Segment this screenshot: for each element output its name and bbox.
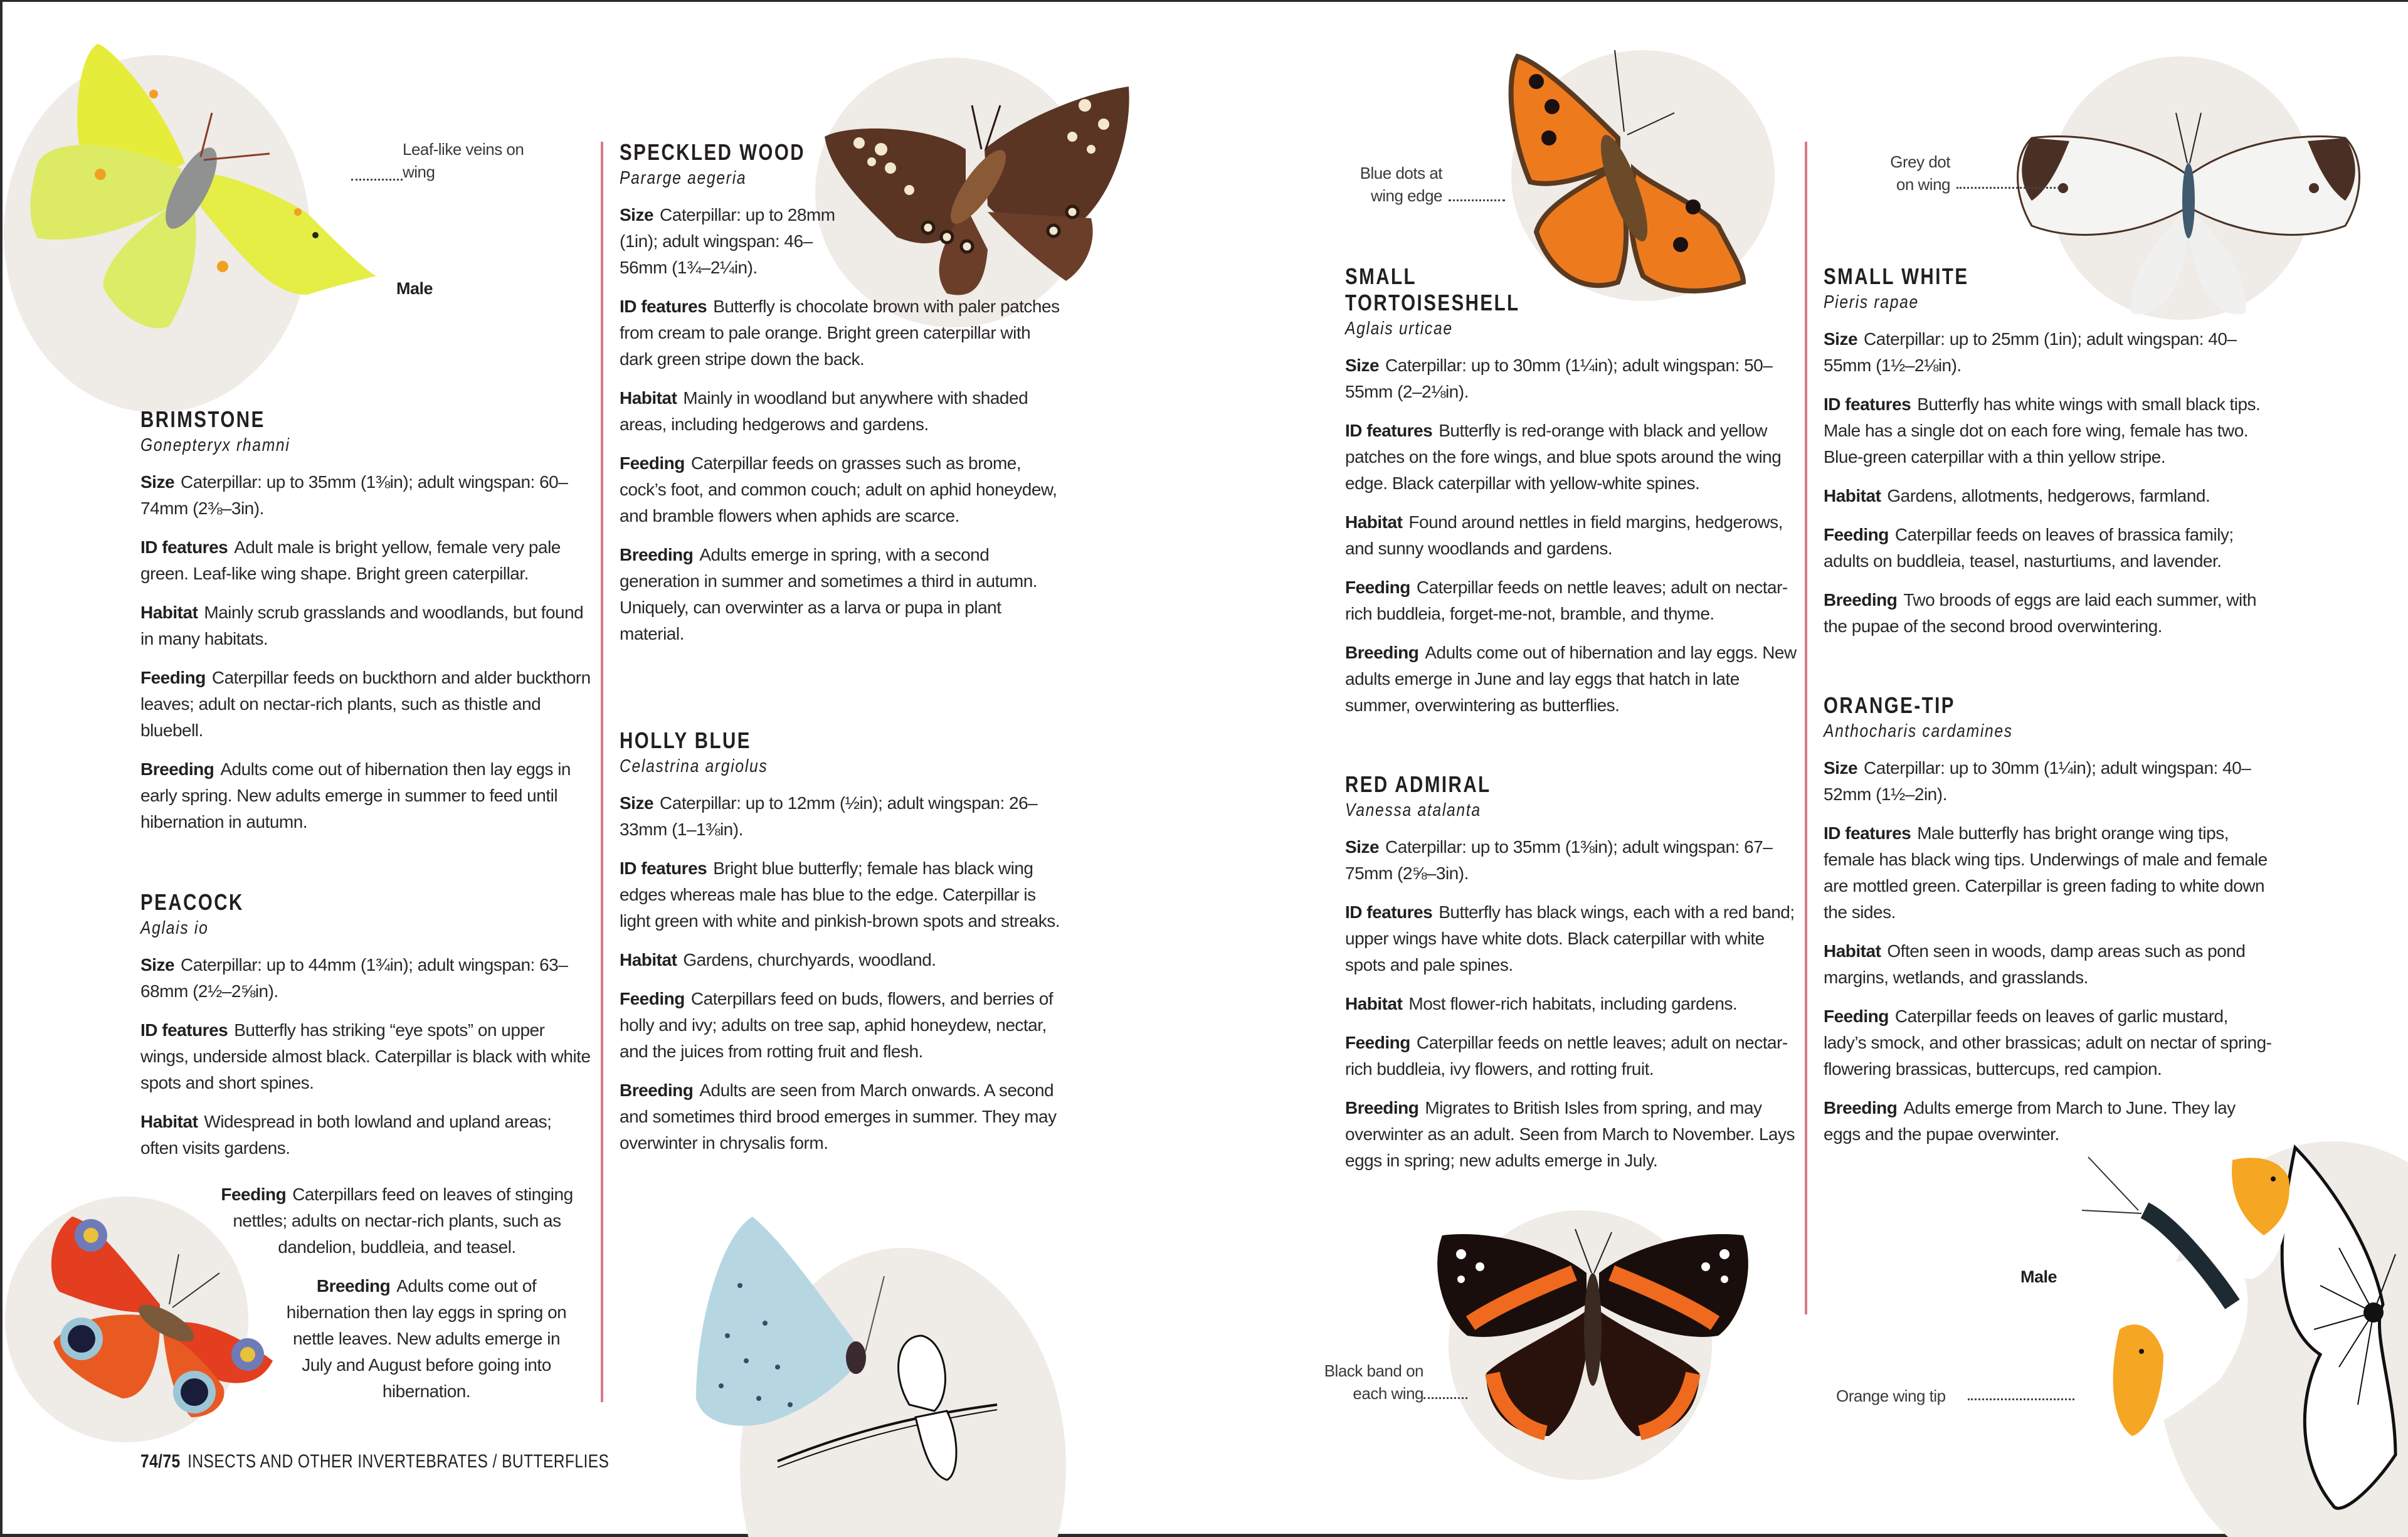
id-features-field: ID features Butterfly has striking “eye spots” on upper wings, underside almost black. Caterpillar is black with white spots and short spines. (140, 1020, 591, 1092)
brimstone-callout-male: Male (396, 279, 433, 298)
id-features-field: ID features Butterfly is chocolate brown with paler patches from cream to pale orange. Bright green caterpillar with dark green stripe down the back. (620, 297, 1060, 369)
species-latin-name: Pieris rapae (1824, 292, 1919, 312)
id-features-field: ID features Adult male is bright yellow, female very pale green. Leaf-like wing shape. Bright green caterpillar. (140, 537, 561, 583)
species-name: SMALL (1345, 263, 1417, 289)
species-name: SPECKLED WOOD (620, 139, 806, 165)
size-field: Size Caterpillar: up to 35mm (1⅜in); adult wingspan: 60–74mm (2⅜–3in). (140, 472, 568, 518)
size-field: Size Caterpillar: up to 30mm (1¼in); adult wingspan: 50–55mm (2–2⅛in). (1345, 356, 1773, 401)
feeding-field: Feeding Caterpillar feeds on nettle leaves; adult on nectar-rich buddleia, forget-me-not, bramble, and thyme. (1345, 578, 1788, 623)
entry-speckled-wood (620, 139, 1065, 660)
habitat-field: Habitat Widespread in both lowland and upland areas; often visits gardens. (140, 1112, 552, 1158)
orange-tip-callout-male: Male (2020, 1267, 2057, 1286)
species-latin-name: Anthocharis cardamines (1824, 721, 2013, 741)
entry-small-tortoiseshell (1345, 263, 1797, 731)
id-features-field: ID features Bright blue butterfly; female has black wing edges whereas male has blue to the edge. Caterpillar is light green with white and pinkish-brown spots and streaks. (620, 858, 1060, 931)
callout-leader-line (1449, 199, 1505, 201)
red-admiral-butterfly-image (1417, 1210, 1768, 1449)
page-edge-left (0, 0, 3, 1537)
feeding-field: Feeding Caterpillars feed on leaves of stinging nettles; adults on nectar-rich plants, such as dandelion, buddleia, and teasel. (221, 1185, 573, 1257)
species-name: ORANGE-TIP (1824, 692, 1955, 718)
species-name: HOLLY BLUE (620, 727, 751, 753)
species-latin-name: Aglais io (140, 918, 209, 938)
size-field: Size Caterpillar: up to 35mm (1⅜in); adult wingspan: 67–75mm (2⅝–3in). (1345, 837, 1773, 883)
size-field: Size Caterpillar: up to 12mm (½in); adult wingspan: 26–33mm (1–1⅜in). (620, 793, 1038, 839)
entry-peacock-continued (212, 1181, 582, 1273)
breeding-field: Breeding Adults come out of hibernation and lay eggs. New adults emerge in June and lay eggs that hatch in late summer, overwintering as butterflies. (1345, 643, 1797, 715)
breeding-field: Breeding Two broods of eggs are laid each summer, with the pupae of the second brood overwintering. (1824, 590, 2257, 636)
species-name: RED ADMIRAL (1345, 771, 1491, 797)
entry-orange-tip (1824, 692, 2275, 1160)
id-features-field: ID features Butterfly is red-orange with black and yellow patches on the fore wings, and blue spots around the wing edge. Black caterpillar with yellow-white spines. (1345, 421, 1782, 493)
species-latin-name: Celastrina argiolus (620, 756, 768, 776)
small-tortoiseshell-callout: Blue dots at wing edge (1360, 164, 1442, 205)
page-edge-bottom (0, 1534, 2408, 1537)
entry-peacock-breeding (276, 1273, 577, 1417)
species-latin-name: Pararge aegeria (620, 168, 747, 188)
feeding-field: Feeding Caterpillar feeds on leaves of garlic mustard, lady’s smock, and other brassicas; adult on nectar of spring-flowering brassicas, buttercups, red campion. (1824, 1006, 2272, 1079)
entry-peacock (140, 889, 592, 1174)
entry-brimstone (140, 406, 592, 848)
entry-holly-blue (620, 727, 1065, 1169)
feeding-field: Feeding Caterpillars feed on buds, flowers, and berries of holly and ivy; adults on tree sap, aphid honeydew, nectar, and the juices from rotting fruit and flesh. (620, 989, 1054, 1061)
species-name: BRIMSTONE (140, 406, 265, 432)
id-features-field: ID features Butterfly has black wings, each with a red band; upper wings have white dots. Black caterpillar with white spots and pale spines. (1345, 902, 1795, 974)
orange-tip-callout-wing-tip: Orange wing tip (1836, 1386, 1946, 1405)
size-field: Size Caterpillar: up to 28mm (1in); adult wingspan: 46–56mm (1¾–2¼in). (620, 205, 835, 277)
page-footer (140, 1451, 609, 1472)
feeding-field: Feeding Caterpillar feeds on grasses such as brome, cock’s foot, and common couch; adult on aphid honeydew, and bramble flowers when aphids are scarce. (620, 453, 1057, 526)
species-name-line2: TORTOISESHELL (1345, 290, 1520, 315)
entry-small-white (1824, 263, 2275, 652)
id-features-field: ID features Butterfly has white wings with small black tips. Male has a single dot on each fore wing, female has two. Blue-green caterpillar with a thin yellow stripe. (1824, 394, 2261, 467)
callout-leader-line (1956, 187, 2063, 189)
small-white-callout: Grey dot on wing (1890, 152, 1950, 194)
callout-leader-line (1968, 1398, 2074, 1400)
callout-leader-line (1423, 1397, 1467, 1399)
brimstone-callout-veins: Leaf-like veins on wing (403, 140, 524, 181)
page-numbers: 74/75 (140, 1451, 181, 1472)
column-divider-right-page (1805, 142, 1807, 1314)
species-name: PEACOCK (140, 889, 244, 915)
habitat-field: Habitat Most flower-rich habitats, including gardens. (1345, 994, 1738, 1013)
habitat-field: Habitat Mainly scrub grasslands and woodlands, but found in many habitats. (140, 603, 584, 648)
size-field: Size Caterpillar: up to 44mm (1¾in); adult wingspan: 63–68mm (2½–2⅝in). (140, 955, 568, 1001)
column-divider-left-page (601, 142, 603, 1402)
breeding-field: Breeding Adults emerge from March to June. They lay eggs and the pupae overwinter. (1824, 1098, 2236, 1144)
feeding-field: Feeding Caterpillar feeds on nettle leaves; adult on nectar-rich buddleia, ivy flowers, and rotting fruit. (1345, 1033, 1788, 1079)
brimstone-butterfly-image (13, 19, 389, 332)
habitat-field: Habitat Gardens, allotments, hedgerows, farmland. (1824, 486, 2210, 505)
breeding-field: Breeding Migrates to British Isles from spring, and may overwinter as an adult. Seen from March to November. Lays eggs in spring; new adults emerge in July. (1345, 1098, 1795, 1170)
orange-tip-butterfly-image (2044, 1141, 2408, 1518)
callout-leader-line (351, 179, 403, 181)
habitat-field: Habitat Gardens, churchyards, woodland. (620, 950, 936, 969)
id-features-field: ID features Male butterfly has bright orange wing tips, female has black wing tips. Underwings of male and female are mottled green. Caterpillar is green fading to white down the sides. (1824, 823, 2268, 922)
entry-red-admiral (1345, 771, 1797, 1186)
breeding-field: Breeding Adults are seen from March onwards. A second and sometimes third brood emerges in summer. They may overwinter in chrysalis form. (620, 1080, 1057, 1153)
habitat-field: Habitat Found around nettles in field margins, hedgerows, and sunny woodlands and gardens. (1345, 512, 1783, 558)
size-field: Size Caterpillar: up to 30mm (1¼in); adult wingspan: 40–52mm (1½–2in). (1824, 758, 2251, 804)
species-name: SMALL WHITE (1824, 263, 1969, 289)
species-latin-name: Gonepteryx rhamni (140, 435, 290, 455)
species-latin-name: Aglais urticae (1345, 319, 1453, 339)
habitat-field: Habitat Mainly in woodland but anywhere with shaded areas, including hedgerows and gardens. (620, 388, 1028, 434)
species-latin-name: Vanessa atalanta (1345, 800, 1481, 820)
size-field: Size Caterpillar: up to 25mm (1in); adult wingspan: 40–55mm (1½–2⅛in). (1824, 329, 2237, 375)
feeding-field: Feeding Caterpillar feeds on leaves of brassica family; adults on buddleia, teasel, nasturtiums, and lavender. (1824, 525, 2234, 571)
breeding-field: Breeding Adults emerge in spring, with a second generation in summer and sometimes a third in autumn. Uniquely, can overwinter as a larva or pupa in plant material. (620, 545, 1038, 643)
section-breadcrumb: INSECTS AND OTHER INVERTEBRATES / BUTTERFLIES (187, 1451, 610, 1472)
holly-blue-butterfly-image (684, 1210, 1072, 1536)
breeding-field: Breeding Adults come out of hibernation then lay eggs in early spring. New adults emerge in summer to feed until hibernation in autumn. (140, 759, 571, 832)
red-admiral-callout: Black band on each wing (1324, 1361, 1423, 1403)
feeding-field: Feeding Caterpillar feeds on buckthorn and alder buckthorn leaves; adult on nectar-rich plants, such as thistle and bluebell. (140, 668, 591, 740)
page-edge-top (0, 0, 2408, 2)
breeding-field: Breeding Adults come out of hibernation then lay eggs in spring on nettle leaves. New adults emerge in July and August before going into hibernation. (286, 1276, 567, 1401)
habitat-field: Habitat Often seen in woods, damp areas such as pond margins, wetlands, and grasslands. (1824, 941, 2246, 987)
